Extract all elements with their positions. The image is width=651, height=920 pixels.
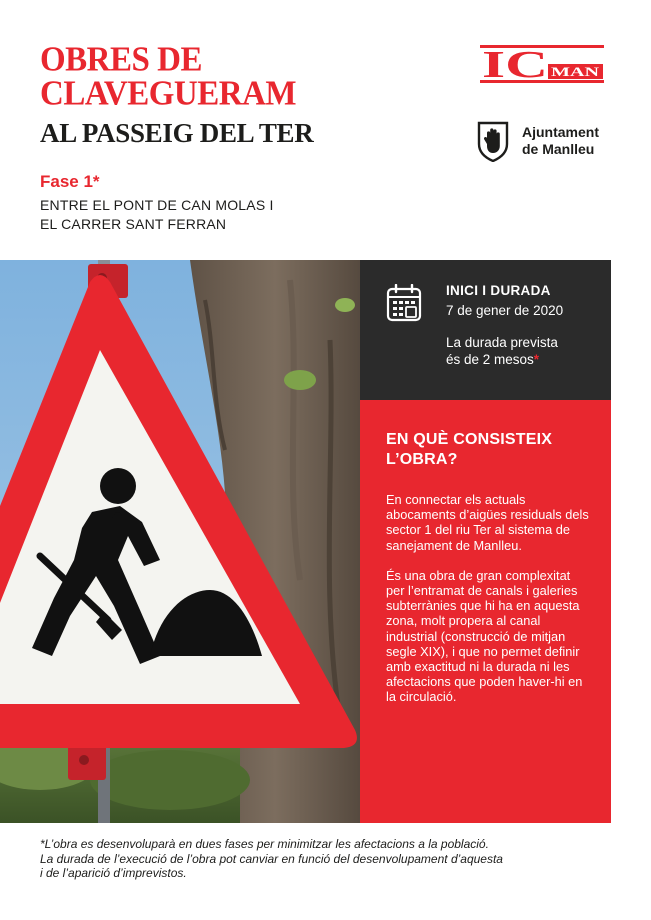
description-heading-line1: EN QUÈ CONSISTEIX — [386, 431, 553, 448]
ajuntament-logo — [476, 116, 626, 166]
hand-shield-icon — [476, 120, 510, 162]
description-heading — [386, 430, 589, 470]
description-paragraph-2: És una obra de gran complexitat per l’entramat de canals i galeries subterrànies que hi ha en aquesta zona, molt propera al canal industrial (construcció de mitjan segle XIX), i que no permet definir amb exactitud ni la durada ni les afectacions que poden haver-hi en la circulació. — [386, 567, 583, 705]
schedule-heading: INICI I DURADA — [446, 283, 551, 298]
schedule-panel — [360, 260, 611, 400]
icman-logo-graphic — [480, 44, 604, 84]
svg-text:IC: IC — [482, 44, 548, 84]
description-heading-line2: L’OBRA? — [386, 451, 458, 468]
phase-desc-line1: ENTRE EL PONT DE CAN MOLAS I — [40, 197, 274, 213]
ajuntament-line2: de Manlleu — [522, 141, 595, 157]
footnote — [40, 837, 630, 881]
schedule-duration — [446, 334, 606, 368]
page-title-line3: AL PASSEIG DEL TER — [40, 118, 314, 148]
svg-text:MAN: MAN — [551, 64, 600, 79]
schedule-text — [446, 282, 606, 368]
description-panel — [360, 400, 611, 823]
duration-text: és de 2 mesos — [446, 352, 534, 367]
phase-description — [40, 196, 274, 234]
phase-label: Fase 1* — [40, 172, 100, 191]
road-works-photo — [0, 260, 360, 823]
duration-line1: La durada prevista — [446, 335, 558, 350]
calendar-icon — [386, 284, 422, 322]
phase-block — [40, 172, 274, 234]
phase-desc-line2: EL CARRER SANT FERRAN — [40, 216, 227, 232]
footnote-line3: i de l’aparició d’imprevistos. — [40, 866, 187, 880]
footnote-line2: La durada de l’execució de l’obra pot canviar en funció del desenvolupament d’aquesta — [40, 851, 503, 866]
ajuntament-name — [522, 124, 599, 158]
schedule-date: 7 de gener de 2020 — [446, 303, 564, 318]
page-title-line1: OBRES DE — [40, 40, 202, 79]
title-block — [40, 42, 313, 148]
ajuntament-line1: Ajuntament — [522, 124, 599, 140]
footnote-line1: *L’obra es desenvoluparà en dues fases per minimitzar les afectacions a la població. — [40, 837, 489, 851]
page-title-line2: CLAVEGUERAM — [40, 74, 297, 113]
description-paragraph-1: En connectar els actuals abocaments d’aigües residuals dels sector 1 del riu Ter al sistema de sanejament de Manlleu. — [386, 492, 589, 553]
icman-logo — [480, 44, 604, 84]
duration-line2 — [446, 351, 606, 368]
road-works-sign — [0, 260, 360, 823]
duration-asterisk: * — [533, 352, 540, 367]
